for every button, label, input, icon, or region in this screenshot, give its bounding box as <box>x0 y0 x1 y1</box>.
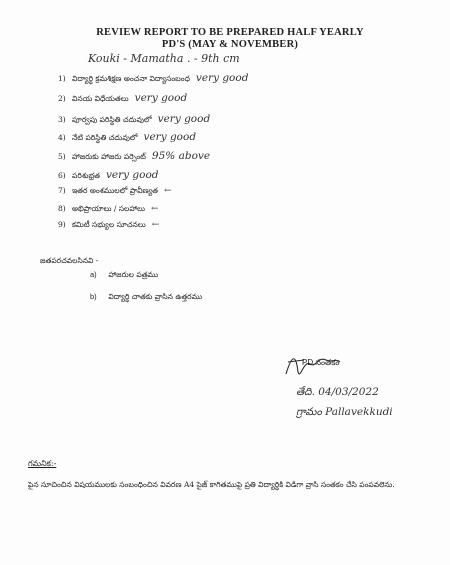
review-item-answer: very good <box>157 113 211 125</box>
review-item-number: 9) <box>58 220 66 229</box>
note-body: పైన సూచించిన విషయములకు సంబంధించిన వివరణ A4 సైజ్ కాగితముపై ప్రతి విద్యార్థికి విడిగా వ్రాసి సంతకం చేసి పంపవలెను. <box>28 480 395 489</box>
review-item-label: వినయ విధేయతలు <box>72 94 129 103</box>
attachments-heading: జతపరచవలసినవి - <box>40 256 99 265</box>
attachment-num: b) <box>90 292 97 301</box>
review-item-label: నేటి పరిస్థితి చదువులో <box>72 133 138 142</box>
review-item <box>58 150 210 163</box>
review-item-answer: very good <box>195 72 249 84</box>
review-item-number: 6) <box>58 171 66 180</box>
review-item-label: విద్యార్థి క్రమశిక్షణ అంచనా విద్యాసంబంధ <box>72 74 190 83</box>
review-item-label: కమిటీ సభ్యుల సూచనలు <box>72 220 146 229</box>
review-item <box>58 131 196 144</box>
note-heading: గమనిక:- <box>28 459 57 468</box>
review-item-answer: very good <box>134 92 188 104</box>
review-item-number: 1) <box>58 74 66 83</box>
signature-place: గ్రామం Pallavekkudi <box>296 406 393 418</box>
report-subtitle: PD'S (MAY & NOVEMBER) <box>161 39 299 50</box>
review-item-label: ఇతర అంశములలో ప్రావీణ్యత <box>72 186 159 195</box>
review-item <box>58 186 172 197</box>
review-item <box>58 72 248 85</box>
review-item-label: పూర్వపు పరిస్థితి చదువులో <box>72 115 152 124</box>
review-item-number: 5) <box>58 152 66 161</box>
review-item-answer: 95% above <box>151 150 211 162</box>
attachment-label: విద్యార్థి చాతకు వ్రాసిన ఉత్తరము <box>108 292 203 301</box>
attachment-num: a) <box>90 270 97 279</box>
review-item-number: 2) <box>58 94 66 103</box>
review-item-label: హాజరుకు హాజరు పర్సెంట్ <box>72 152 146 161</box>
review-item-mark: ← <box>164 186 172 196</box>
review-item-number: 7) <box>58 186 66 195</box>
review-item <box>58 92 187 105</box>
review-item-number: 4) <box>58 133 66 142</box>
review-item <box>58 113 210 126</box>
report-title: REVIEW REPORT TO BE PREPARED HALF YEARLY <box>96 27 364 38</box>
student-name-handwritten: Kouki - Mamatha . - 9th cm <box>88 52 240 65</box>
review-item-answer: very good <box>105 169 159 181</box>
review-item <box>58 169 159 182</box>
review-item-number: 8) <box>58 204 66 213</box>
pd-signature-label: PD సంతకం <box>302 358 340 367</box>
signature-block <box>282 350 432 440</box>
attachment-item <box>90 292 202 303</box>
signature-date: తేది. 04/03/2022 <box>296 386 379 398</box>
review-item-label: పరిశుభ్రత <box>72 171 100 180</box>
review-item <box>58 220 159 231</box>
review-item-number: 3) <box>58 115 66 124</box>
review-item <box>58 204 159 215</box>
review-item-label: అభిప్రాయాలు / సలహాలు <box>72 204 146 213</box>
review-item-answer: very good <box>143 131 197 143</box>
review-item-mark: ← <box>151 220 160 230</box>
attachment-item <box>90 270 158 281</box>
review-item-mark: ← <box>151 204 159 214</box>
attachment-label: హాజరుల పత్రము <box>108 270 159 279</box>
